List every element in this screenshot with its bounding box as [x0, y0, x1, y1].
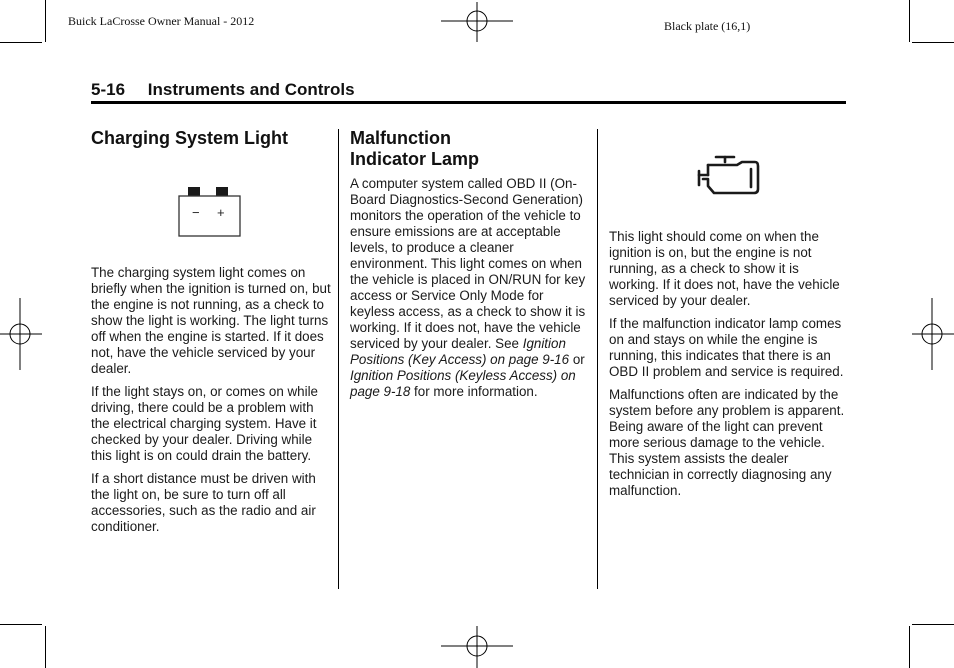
- paragraph: If the light stays on, or comes on while driving, there could be a problem with the electrical charging system. Have it checked by your dealer. Driving while this light is on could drain the battery.: [91, 384, 319, 463]
- charging-text: [91, 265, 331, 542]
- battery-minus-label: −: [192, 205, 200, 220]
- crop-mark: [909, 626, 910, 668]
- section-rule: [91, 101, 846, 104]
- section-header: [91, 80, 846, 100]
- or-label: or: [572, 352, 585, 367]
- paragraph: This light should come on when the ignition is on, but the engine is not running, as a check to show it is working. If it does not, have the vehicle serviced by your dealer.: [609, 229, 840, 308]
- heading-malfunction-indicator-lamp: [350, 128, 590, 170]
- heading-line: Indicator Lamp: [350, 149, 480, 169]
- plate-label: Black plate (16,1): [664, 19, 751, 33]
- column-mil-details: [609, 229, 849, 506]
- page-number: 5-16: [91, 80, 126, 99]
- cross-reference-link[interactable]: Ignition Positions (Key Access) on page 9‑16: [350, 336, 570, 367]
- battery-plus-label: +: [217, 205, 225, 220]
- paragraph: Malfunctions often are indicated by the system before any problem is apparent. Being aware of the light can prevent more serious damage to the vehicle. This system assists the dealer technician in correctly diagnosing any malfunction.: [609, 387, 845, 498]
- column-charging-system: [91, 128, 329, 149]
- paragraph: [350, 176, 590, 400]
- battery-icon: [178, 186, 242, 238]
- crop-mark: [0, 624, 42, 625]
- crop-mark: [912, 624, 954, 625]
- check-engine-icon: [697, 155, 761, 195]
- document-title: Buick LaCrosse Owner Manual - 2012: [68, 14, 255, 28]
- paragraph: The charging system light comes on briefly when the ignition is turned on, but the engine is not running, as a check to show the light is working. The light turns off when the engine is started. If it does not, have the vehicle serviced by your dealer.: [91, 265, 331, 376]
- crop-mark: [912, 42, 954, 43]
- paragraph: If a short distance must be driven with the light on, be sure to turn off all accessories, such as the radio and air conditioner.: [91, 471, 316, 534]
- crop-mark: [45, 626, 46, 668]
- crop-mark: [45, 0, 46, 42]
- heading-line: Malfunction: [350, 128, 451, 148]
- section-title: Instruments and Controls: [147, 80, 355, 99]
- registration-mark-icon: [0, 298, 42, 370]
- crop-mark: [0, 42, 42, 43]
- registration-mark-icon: [441, 626, 513, 668]
- cross-reference-link[interactable]: Ignition Positions (Keyless Access) on page 9‑18: [350, 368, 576, 399]
- heading-charging-system-light: Charging System Light: [91, 128, 289, 148]
- column-divider: [597, 129, 598, 589]
- crop-mark: [909, 0, 910, 42]
- mil-body-text: A computer system called OBD II (On-Board Diagnostics-Second Generation) monitors the operation of the vehicle to ensure emissions are at acceptable levels, to produce a cleaner environment. This light comes on when the vehicle is placed in ON/RUN for key access or Service Only Mode for keyless access, as a check to show it is working. If it does not, have the vehicle serviced by your dealer.: [350, 176, 586, 351]
- tail-text: for more information.: [414, 384, 538, 399]
- registration-mark-icon: [441, 2, 513, 42]
- paragraph: If the malfunction indicator lamp comes on and stays on while the engine is running, this indicates that there is an OBD II problem and service is required.: [609, 316, 844, 379]
- column-divider: [338, 129, 339, 589]
- registration-mark-icon: [912, 298, 954, 370]
- column-malfunction-indicator: [350, 128, 590, 407]
- see-label: See: [495, 336, 519, 351]
